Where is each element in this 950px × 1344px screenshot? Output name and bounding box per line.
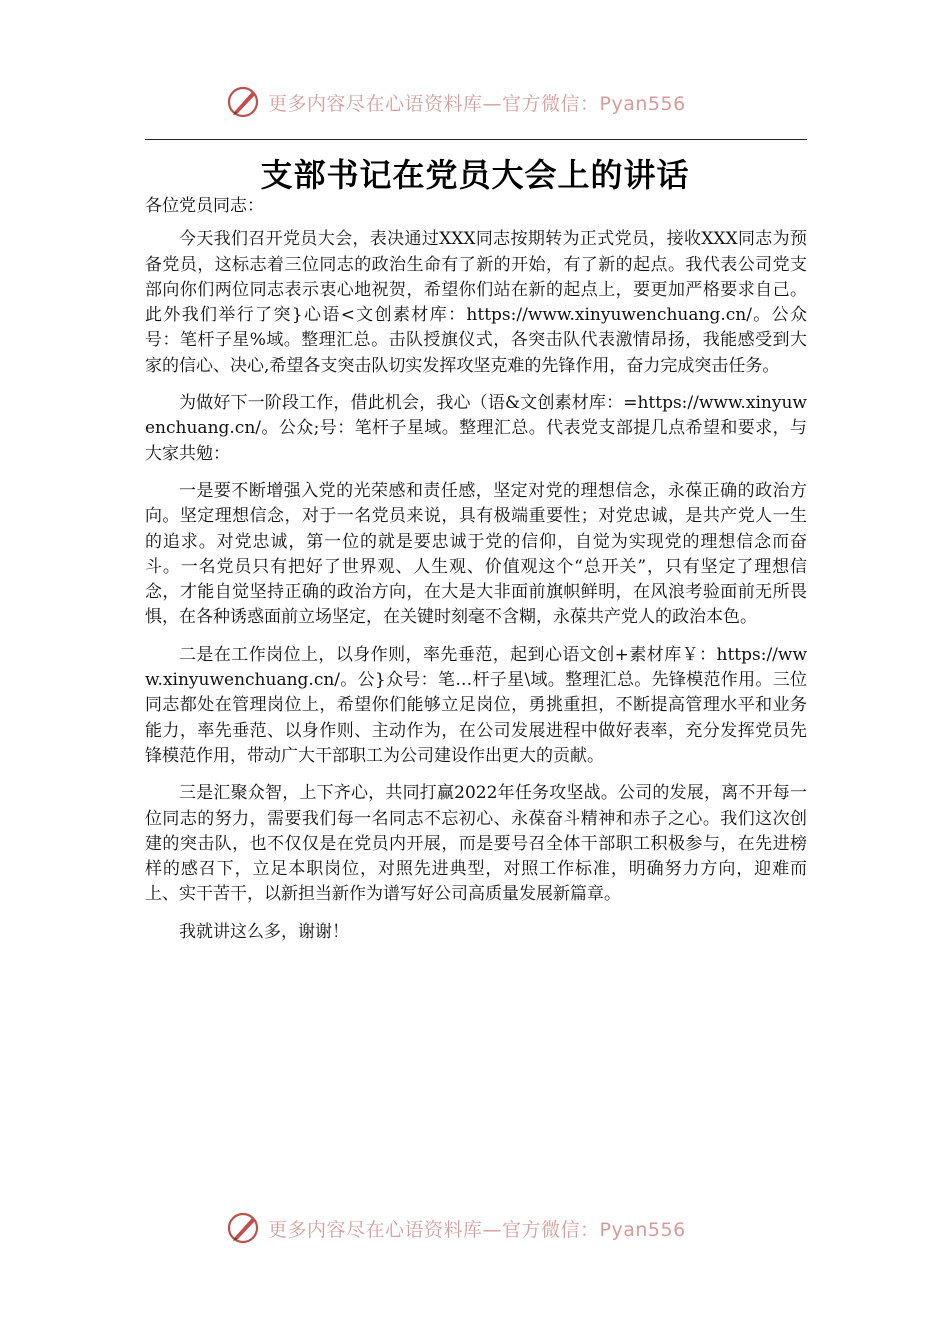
- paragraph-closing: 我就讲这么多，谢谢！: [179, 921, 349, 942]
- pen-logo-icon: [226, 84, 262, 120]
- banner-text: 更多内容尽在心语资料库—官方微信：Pyan556: [268, 92, 686, 115]
- banner-text: 更多内容尽在心语资料库—官方微信：Pyan556: [268, 1218, 686, 1241]
- footer-watermark-banner: [226, 1208, 686, 1248]
- header-watermark-banner: [226, 82, 686, 122]
- paragraph-2: 为做好下一阶段工作，借此机会，我心（语&文创素材库：=https://www.xinyuwenchuang.cn/。公众;号：笔杆子星域。整理汇总。代表党支部提几点希望和要求，与大家共勉：: [145, 393, 807, 464]
- greeting: 各位党员同志：: [145, 196, 264, 216]
- document-title: 支部书记在党员大会上的讲话: [260, 156, 690, 194]
- paragraph-5: 三是汇聚众智，上下齐心，共同打赢2022年任务攻坚战。公司的发展，离不开每一位同志的努力，需要我们每一名同志不忘初心、永葆奋斗精神和赤子之心。我们这次创建的突击队，也不仅仅是在党员内开展，而是要号召全体干部职工积极参与，在先进榜样的感召下，立足本职岗位，对照先进典型，对照工作标准，明确努力方向，迎难而上、实干苦干，以新担当新作为谱写好公司高质量发展新篇章。: [145, 783, 807, 905]
- paragraph-4: 二是在工作岗位上，以身作则，率先垂范，起到心语文创+素材库￥：https://www.xinyuwenchuang.cn/。公}众号：笔…杆子星\域。整理汇总。先锋模范作用。三位同志都处在管理岗位上，希望你们能够立足岗位，勇挑重担，不断提高管理水平和业务能力，率先垂范、以身作则、主动作为，在公司发展进程中做好表率，充分发挥党员先锋模范作用，带动广大干部职工为公司建设作出更大的贡献。: [145, 644, 807, 766]
- paragraph-3: 一是要不断增强入党的光荣感和责任感，坚定对党的理想信念，永葆正确的政治方向。坚定理想信念，对于一名党员来说，具有极端重要性；对党忠诚，是共产党人一生的追求。对党忠诚，第一位的就是要忠诚于党的信仰，自觉为实现党的理想信念而奋斗。一名党员只有把好了世界观、人生观、价值观这个“总开关”，只有坚定了理想信念，才能自觉坚持正确的政治方向，在大是大非面前旗帜鲜明，在风浪考验面前无所畏惧，在各种诱惑面前立场坚定，在关键时刻毫不含糊，永葆共产党人的政治本色。: [145, 480, 807, 628]
- header-divider: [145, 139, 807, 140]
- pen-logo-icon: [226, 1210, 262, 1246]
- paragraph-1: 今天我们召开党员大会，表决通过XXX同志按期转为正式党员，接收XXX同志为预备党员，这标志着三位同志的政治生命有了新的开始，有了新的起点。我代表公司党支部向你们两位同志表示衷心地祝贺，希望你们站在新的起点上，要更加严格要求自己。此外我们举行了突}心语<文创素材库：https://www.xinyuwenchuang.cn/。公众号：笔杆子星%域。整理汇总。击队授旗仪式，各突击队代表激情昂扬，我能感受到大家的信心、决心,希望各支突击队切实发挥攻坚克难的先锋作用，奋力完成突击任务。: [145, 229, 807, 376]
- document-body: [145, 194, 807, 957]
